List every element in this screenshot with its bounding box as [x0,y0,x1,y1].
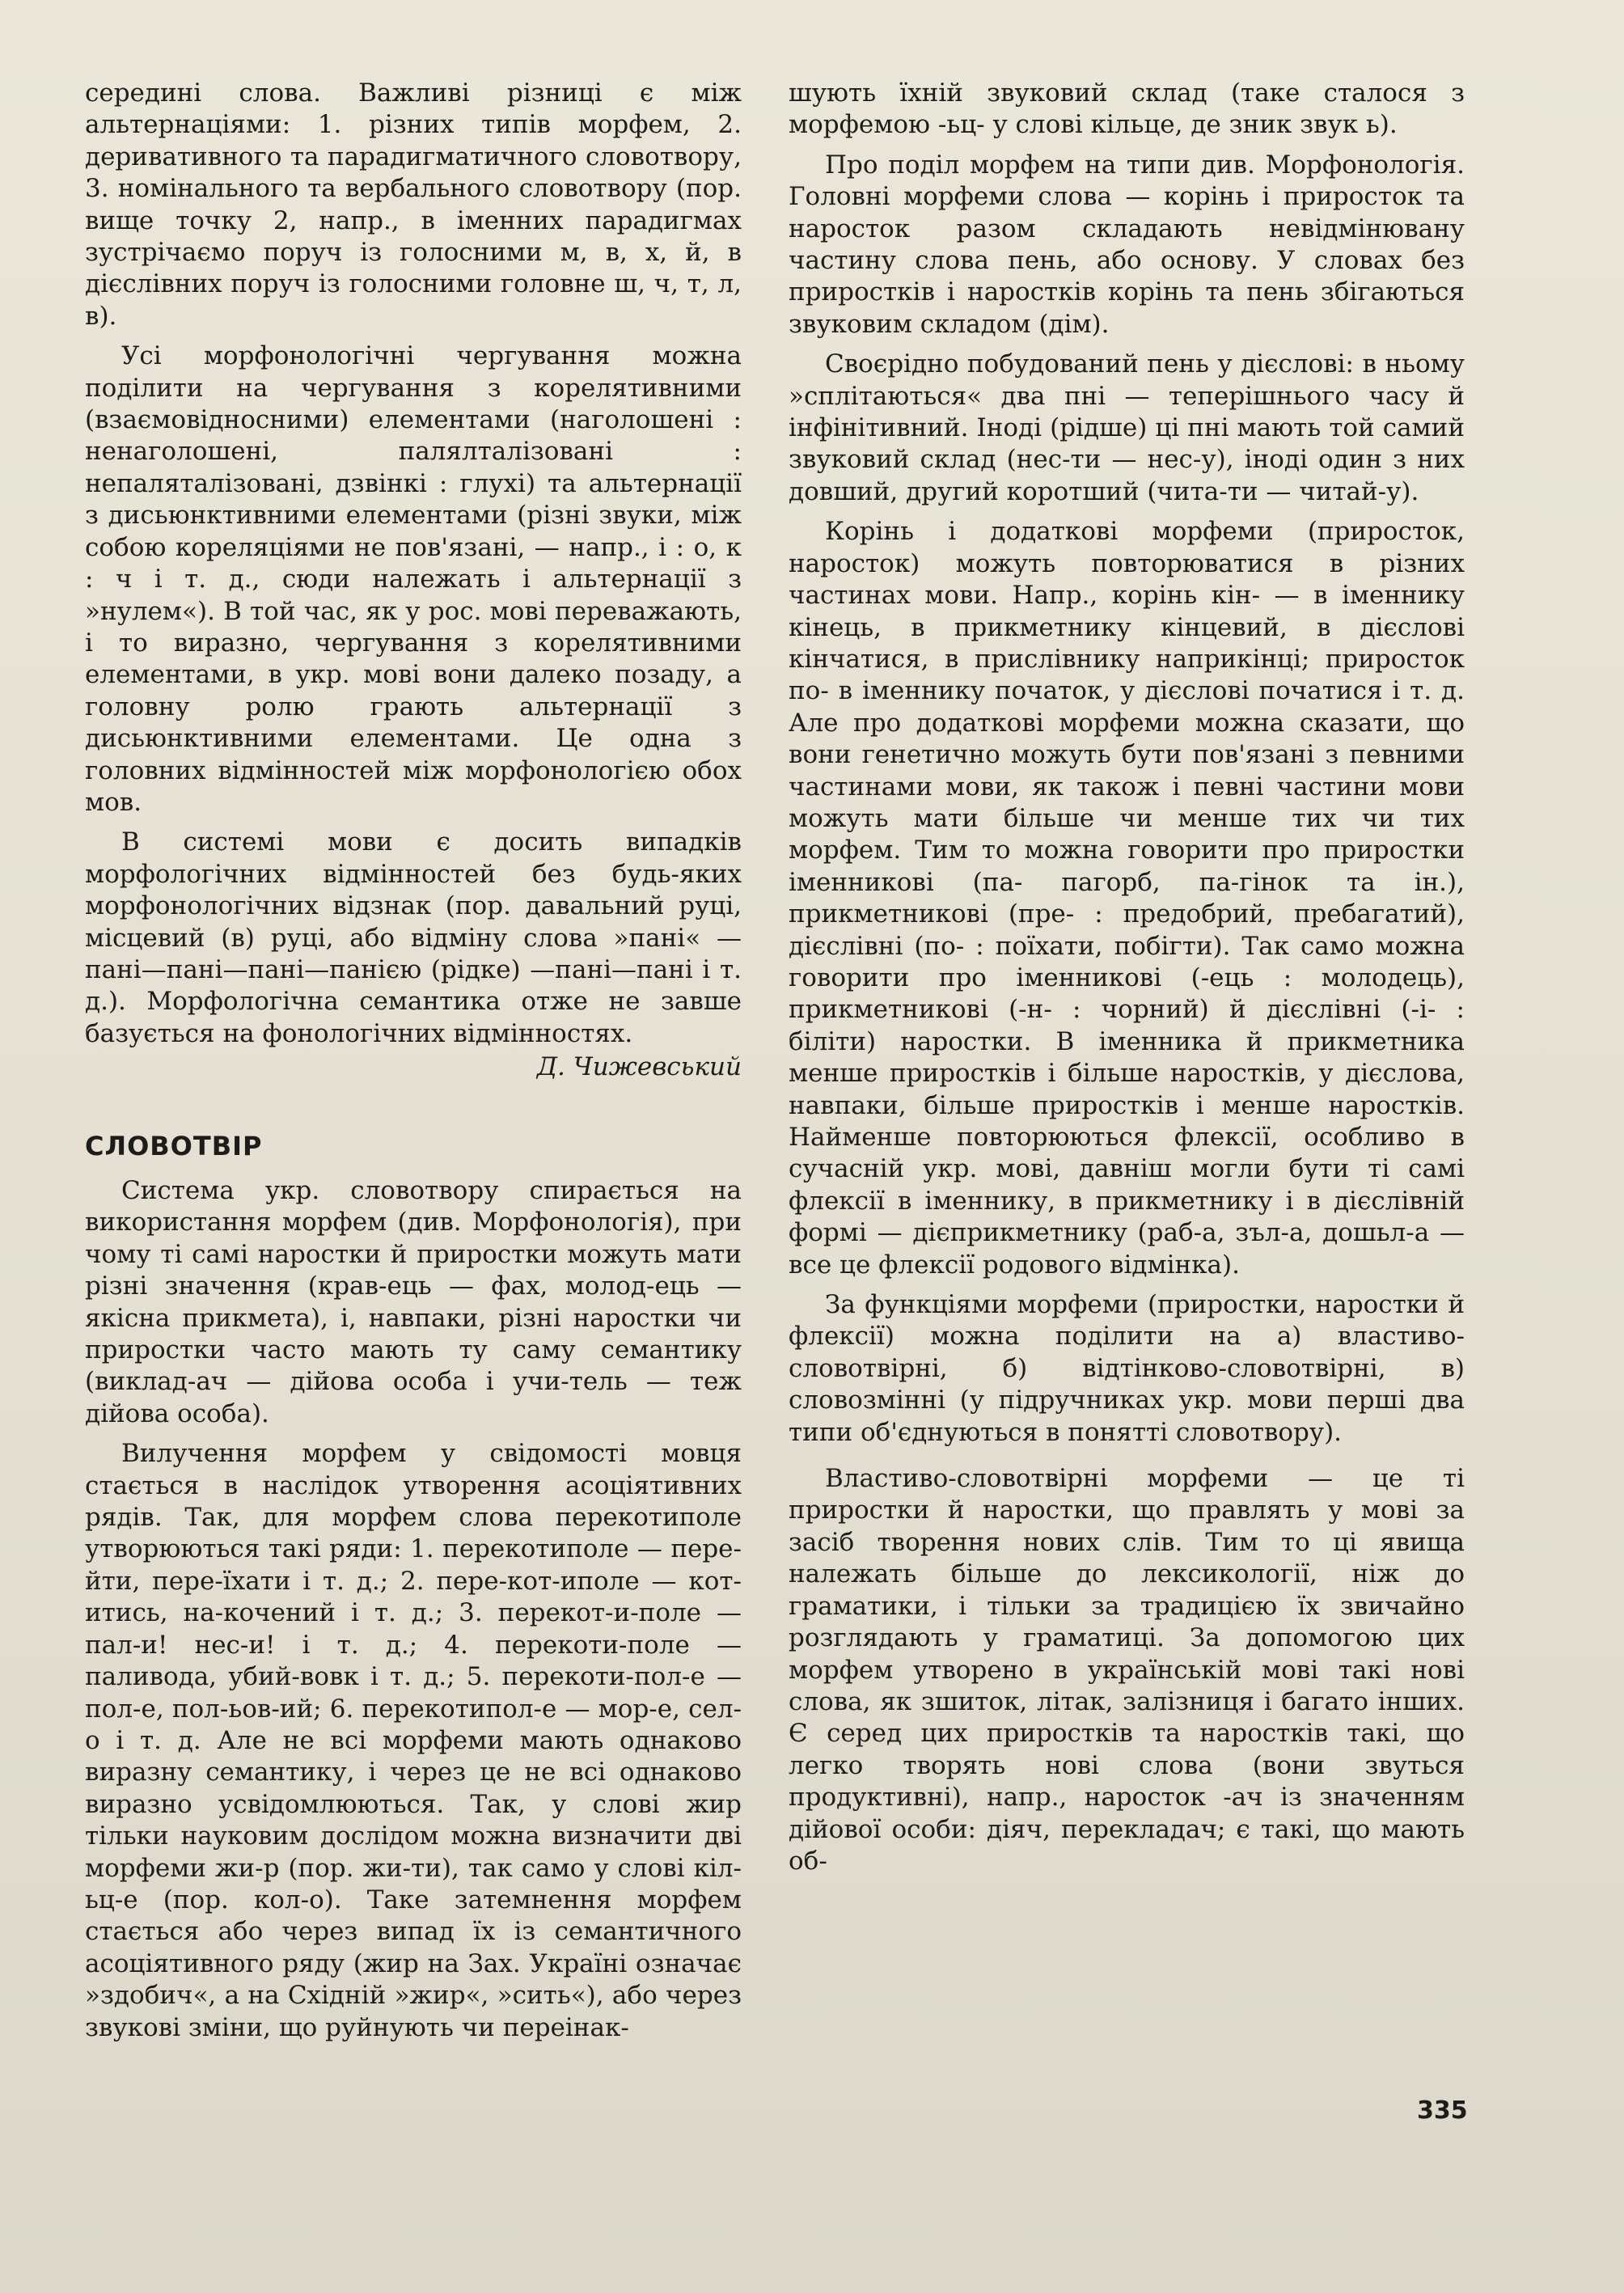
left-column [85,78,742,2044]
paragraph: Своєрідно побудований пень у дієслові: в ньому »сплітаються« два пні — теперішнього часу й інфінітивний. Іноді (рідше) ці пні мають той самий звуковий склад (нес-ти — нес-у), іноді один з них довший, другий коротший (чита-ти — читай-у). [789,349,1465,506]
paragraph: Усі морфонологічні чергування можна поділити на чергування з корелятивними (взаємовідносними) елементами (наголошені : ненаголошені, палялталізовані : непаляталізовані, дзвінкі : глухі) та альтернації з дисьюнктивними елементами (різні звуки, між собою кореляціями не пов'язані, — напр., і : о, к : ч і т. д., сюди належать і альтернації з »нулем«). В той час, як у рос. мові переважають, і то виразно, чергування з корелятивними елементами, в укр. мові вони далеко позаду, а головну ролю грають альтернації з дисьюнктивними елементами. Це одна з головних відмінностей між морфонологією обох мов. [85,341,742,817]
paragraph: Корінь і додаткові морфеми (приросток, наросток) можуть повторюватися в різних частинах мови. Напр., корінь кін- — в іменнику кінець, в прикметнику кінцевий, в дієслові кінчатися, в прислівнику наприкінці; приросток по- в іменнику початок, у дієслові початися і т. д. Але про додаткові морфеми можна сказати, що вони генетично можуть бути пов'язані з певними частинами мови, як також і певні частини мови можуть мати більше чи менше тих чи тих морфем. Тим то можна говорити про приростки іменникові (па- пагорб, па-гінок та ін.), прикметникові (пре- : предобрий, пребагатий), дієслівні (по- : поїхати, побігти). Так само можна говорити про іменникові (-ець : молодець), прикметникові (-н- : чорний) й дієслівні (-і- : біліти) наростки. В іменника й прикметника менше приростків і більше наростків, у дієслова, навпаки, більше приростків і менше наростків. Найменше повторюються флексії, особливо в сучасній укр. мові, давніш могли бути ті самі флексії в іменнику, в прикметнику і в дієслівній формі — дієприкметнику (раб-а, зъл-а, дошьл-а — все це флексії родового відмінка). [789,517,1465,1280]
paragraph: шують їхній звуковий склад (таке сталося з морфемою -ьц- у слові кільце, де зник звук ь). [789,78,1465,140]
paragraph: Вилучення морфем у свідомості мовця стається в наслідок утворення асоціятивних рядів. Так, для морфем слова перекотиполе утворюються такі ряди: 1. перекотиполе — пере-йти, пере-їхати і т. д.; 2. пере-кот-иполе — кот-итись, на-кочений і т. д.; 3. перекот-и-поле — пал-и! нес-и! і т. д.; 4. перекоти-поле — паливода, убий-вовк і т. д.; 5. перекоти-пол-е — пол-е, пол-ьов-ий; 6. перекотипол-е — мор-е, сел-о і т. д. Але не всі морфеми мають однаково виразну семантику, і через це не всі однаково виразно усвідомлюються. Так, у слові жир тільки науковим дослідом можна визначити дві морфеми жи-р (пор. жи-ти), так само у слові кіл-ьц-е (пор. кол-о). Таке затемнення морфем стається або через випад їх із семантичного асоціятивного ряду (жир на Зах. Україні означає »здобич«, а на Східній »жир«, »сить«), або через звукові зміни, що руйнують чи переінак- [85,1439,742,2042]
paragraph: Про поділ морфем на типи див. Морфонологія. Головні морфеми слова — корінь і приросток та наросток разом складають невідмінювану частину слова пень, або основу. У словах без приростків і наростків корінь та пень збігаються звуковим складом (дім). [789,150,1465,339]
right-column [789,78,1465,1877]
paragraph: Властиво-словотвірні морфеми — це ті приростки й наростки, що правлять у мові за засіб творення нових слів. Тим то ці явища належать більше до лексикології, ніж до граматики, і тільки за традицією їх звичайно розглядають у граматиці. За допомогою цих морфем утворено в українській мові такі нові слова, як зшиток, літак, залізниця і багато інших. Є серед цих приростків та наростків такі, що легко творять нові слова (вони звуться продуктивні), напр., наросток -ач із значенням дійової особи: діяч, перекладач; є такі, що мають об- [789,1464,1465,1876]
paragraph: середині слова. Важливі різниці є між альтернаціями: 1. різних типів морфем, 2. деривативного та парадигматичного словотвору, 3. номінального та вербального словотвору (пор. вище точку 2, напр., в іменних парадигмах зустрічаємо поруч із голосними м, в, х, й, в дієслівних поруч із голосними головне ш, ч, т, л, в). [85,78,742,331]
paragraph: За функціями морфеми (приростки, наростки й флексії) можна поділити на а) властиво-словотвірні, б) відтінково-словотвірні, в) словозмінні (у підручниках укр. мови перші два типи об'єднуються в понятті словотвору). [789,1290,1465,1447]
section-heading: СЛОВОТВІР [85,1130,263,1161]
paragraph: Система укр. словотвору спирається на використання морфем (див. Морфонологія), при чому ті самі наростки й приростки можуть мати різні значення (крав-ець — фах, молод-ець — якісна прикмета), і, навпаки, різні наростки чи приростки часто мають ту саму семантику (виклад-ач — дійова особа і учи-тель — теж дійова особа). [85,1176,742,1428]
paragraph: В системі мови є досить випадків морфологічних відмінностей без будь-яких морфонологічних відзнак (пор. давальний руці, місцевий (в) руці, або відміну слова »пані« —пані—пані—пані—панією (рідке) —пані—пані і т. д.). Морфологічна семантика отже не завше базується на фонологічних відмінностях. [85,827,742,1048]
page-number: 335 [1417,2096,1468,2125]
author-signature: Д. Чижевський [536,1052,742,1082]
